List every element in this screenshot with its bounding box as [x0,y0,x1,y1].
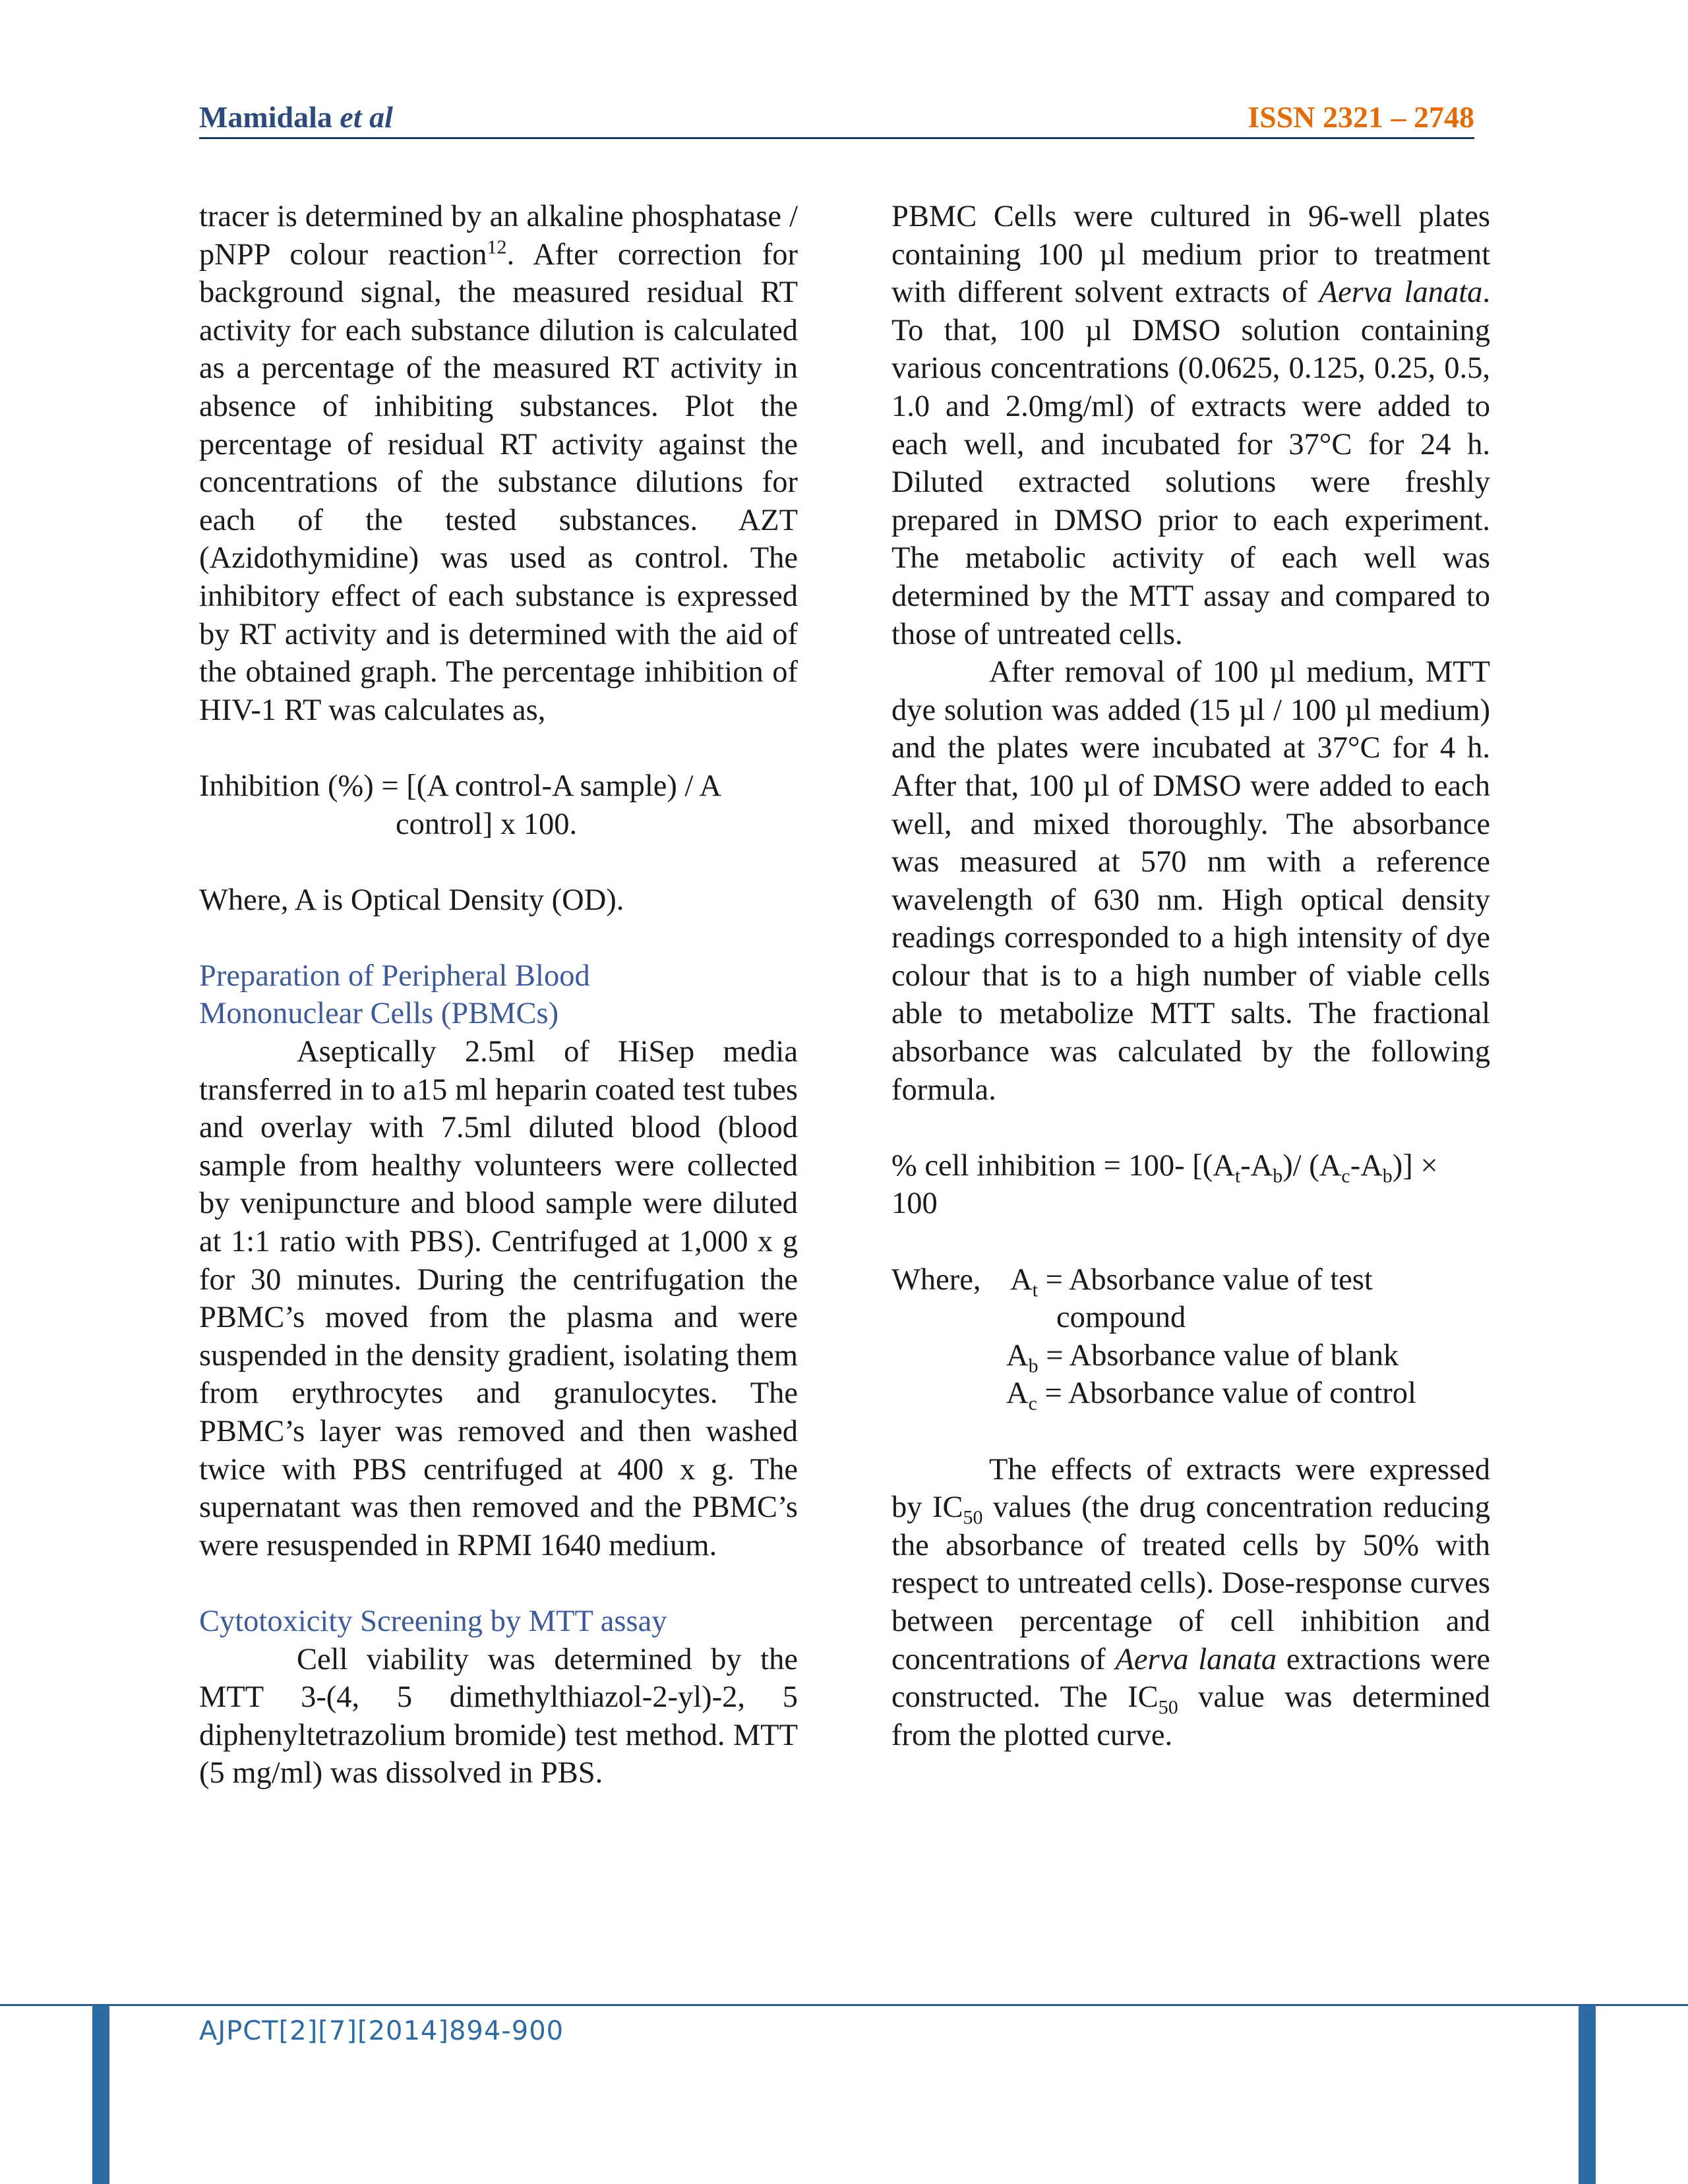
where-control: $A_c$ = Absorbance value of control [1006,1376,1416,1415]
footer-bar-left [92,2005,109,2184]
footer-citation: AJPCT[2][7][2014]894-900 [199,2016,564,2046]
inhibition-formula-cont: control] x 100. [396,807,578,841]
header-issn: ISSN 2321 – 2748 [1238,100,1474,134]
inhibition-formula: Inhibition (%) = [(A control-A sample) / A [199,769,722,803]
where-test-cont: compound [1056,1301,1186,1335]
section-heading-mtt: Cytotoxicity Screening by MTT assay [199,1604,667,1638]
pbmc-paragraph: Aseptically 2.5ml of HiSep media transferred in to a15 ml heparin coated test tubes and overlay with 7.5ml diluted blood (blood sample from healthy volunteers were collected by venipuncture and blood sample were diluted at 1:1 ratio with PBS). Centrifuged at 1,000 x g for 30 minutes. During the centrifugation the PBMC’s moved from the plasma and were suspended in the density gradient, isolating them from erythrocytes and granulocytes. The PBMC’s layer was removed and then washed twice with PBS centrifuged at 400 x g. The supernatant was then removed and the PBMC’s were resuspended in RPMI 1640 medium. [199,1035,798,1562]
running-header [199,99,1474,139]
footer-rule [0,2004,1688,2006]
rt-assay-paragraph: tracer is determined by an alkaline phosphatase / pNPP colour reaction$^{12}$. After correction for background signal, the measured residual RT activity for each substance dilution is calculated as a percentage of the measured RT activity in absence of inhibiting substances. Plot the percentage of residual RT activity against the concentrations of the substance dilutions for each of the tested substances. AZT (Azidothymidine) was used as control. The inhibitory effect of each substance is expressed by RT activity and is determined with the aid of the obtained graph. The percentage inhibition of HIV-1 RT was calculates as, [199,200,798,727]
od-definition: Where, A is Optical Density (OD). [199,883,624,917]
cell-inhibition-formula: % cell inhibition = 100- [$(A_t-A_b)/$ $(A_c-A_b)$] × 100 [891,1148,1438,1221]
left-column [199,198,798,1792]
where-blank: $A_b$ = Absorbance value of blank [1006,1338,1399,1377]
right-column [891,198,1490,1754]
footer-bar-right [1579,2005,1596,2184]
pbmc-culture-paragraph: PBMC Cells were cultured in 96-well plates containing 100 µl medium prior to treatment with different solvent extracts of Aerva lanata. To that, 100 µl DMSO solution containing various concentrations (0.0625, 0.125, 0.25, 0.5, 1.0 and 2.0mg/ml) of extracts were added to each well, and incubated for 37°C for 24 h. Diluted extracted solutions were freshly prepared in DMSO prior to each experiment. The metabolic activity of each well was determined by the MTT assay and compared to those of untreated cells. [891,200,1490,651]
header-authors: Mamidala et al [199,100,393,134]
mtt-paragraph: Cell viability was determined by the MTT 3-(4, 5 dimethylthiazol-2-yl)-2, 5 diphenyltetrazolium bromide) test method. MTT (5 mg/ml) was dissolved in PBS. [199,1642,798,1790]
section-heading-pbmc: Preparation of Peripheral Blood Mononuclear Cells (PBMCs) [199,959,590,1031]
where-definitions: Where, $A_t$ = Absorbance value of test [891,1262,1373,1301]
reference-12: 12 [487,236,507,258]
ic50-paragraph: The effects of extracts were expressed by $IC_{50}$ values (the drug concentration reducing the absorbance of treated cells by 50% with respect to untreated cells). Dose-response curves between percentage of cell inhibition and concentrations of Aerva lanata extractions were constructed. The $IC_{50}$ value was determined from the plotted curve. [891,1452,1491,1752]
mtt-procedure-paragraph: After removal of 100 µl medium, MTT dye solution was added (15 µl / 100 µl medium) and the plates were incubated at 37°C for 4 h. After that, 100 µl of DMSO were added to each well, and mixed thoroughly. The absorbance was measured at 570 nm with a reference wavelength of 630 nm. High optical density readings corresponded to a high intensity of dye colour that is to a high number of viable cells able to metabolize MTT salts. The fractional absorbance was calculated by the following formula. [891,655,1490,1107]
